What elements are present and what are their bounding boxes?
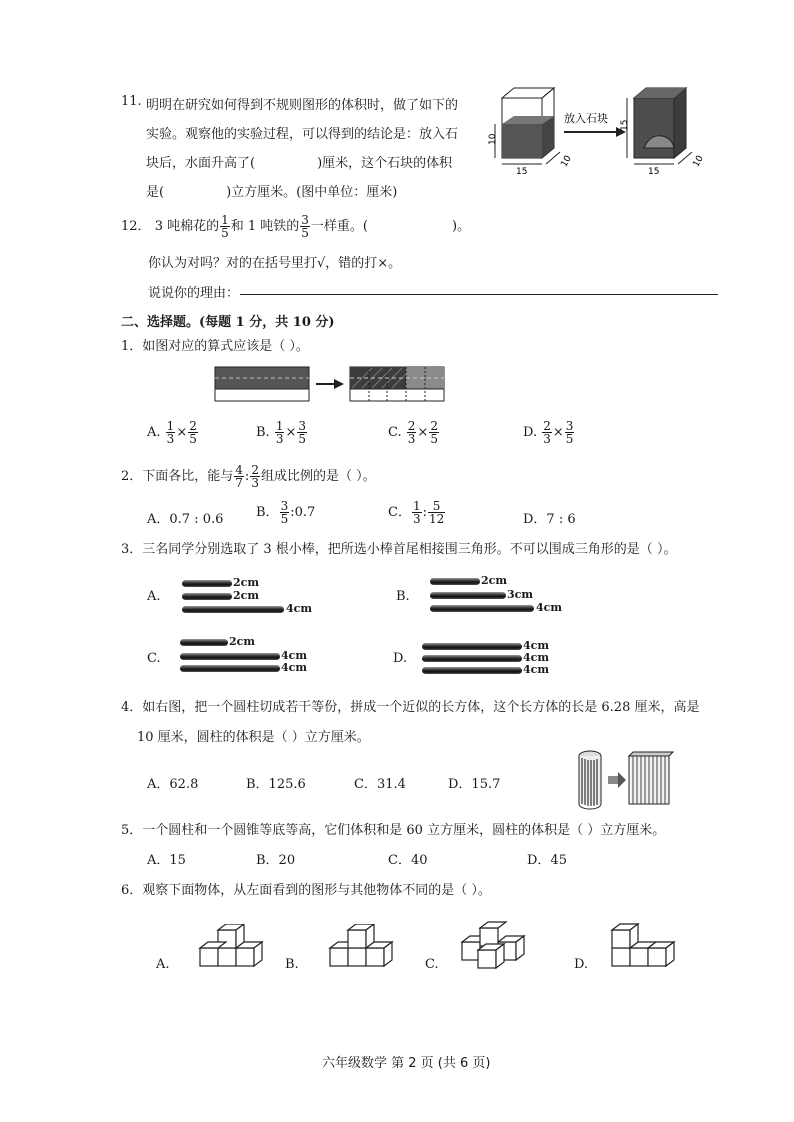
c1-option-d[interactable]: D. $\frac{2}{3}$ × $\frac{3}{5}$ [523,419,574,446]
q12-text-c: 一样重。( [310,219,368,234]
c3-d-rod-2-label: 4cm [523,651,549,664]
q12-number: 12． [121,219,151,234]
c4-option-b[interactable]: B．125.6 [246,777,306,792]
c3-option-a[interactable]: A. [147,589,161,604]
q11-fig-height2-label: 15 [620,119,630,131]
c6-option-a[interactable]: A. [156,957,170,972]
c3-d-rod-2 [422,655,522,662]
c5-option-d[interactable]: D．45 [527,853,567,868]
q11-fig-depth-label-left: 10 [559,154,574,169]
q12-fraction-2: $\frac{3}{5}$ [301,213,309,240]
c6-option-b[interactable]: B. [285,957,299,972]
c3-d-rod-3-label: 4cm [523,663,549,676]
c2-option-a[interactable]: A．0.7 : 0.6 [147,512,224,527]
c3-a-rod-3 [182,606,284,613]
q12-reason-label: 说说你的理由： [148,286,240,301]
c3-b-rod-1-label: 2cm [481,574,507,587]
c4-option-c[interactable]: C．31.4 [354,777,406,792]
c1-option-c[interactable]: C. $\frac{2}{3}$ × $\frac{2}{5}$ [388,419,438,446]
q12-instruction: 你认为对吗？对的在括号里打√，错的打×。 [148,256,402,271]
c3-c-rod-3-label: 4cm [281,661,307,674]
q11-line4 [146,181,397,200]
c3-option-d[interactable]: D. [393,651,408,666]
c3-b-rod-3-label: 4cm [536,601,562,614]
q11-fig-width-label-left: 15 [516,167,528,177]
c3-c-rod-1-label: 2cm [229,635,255,648]
c1-stem: 1．如图对应的算式应该是（ ）。 [121,339,309,354]
c3-d-rod-1-label: 4cm [523,639,549,652]
q11-fig-arrow-label: 放入石块 [564,112,608,125]
q12-fraction-1: $\frac{1}{5}$ [221,213,229,240]
c3-a-rod-2 [182,593,232,600]
c3-b-rod-1 [430,578,480,585]
section-title: 二、选择题。(每题 1 分，共 10 分) [121,315,335,330]
c5-stem: 5．一个圆柱和一个圆锥等底等高，它们体积和是 60 立方厘米，圆柱的体积是（ ）立方厘米。 [121,823,666,838]
q12-text-b: 和 1 吨铁的 [230,219,300,234]
q11-line4-start: 是( [146,185,165,200]
page-footer: 六年级数学 第 2 页 (共 6 页) [322,1056,491,1071]
q11-line4-end: )立方厘米。(图中单位：厘米) [226,185,398,200]
q11-fig-height1-label: 10 [488,133,498,145]
c2-option-c[interactable]: C． $\frac{1}{3}$ : $\frac{5}{12}$ [388,499,445,526]
c3-b-rod-3 [430,605,534,612]
c6-a-cubes [196,924,272,972]
c4-line2: 10 厘米，圆柱的体积是（ ）立方厘米。 [137,730,370,745]
c6-stem: 6．观察下面物体，从左面看到的图形与其他物体不同的是（ ）。 [121,883,491,898]
q12-text-d: )。 [452,219,471,234]
c3-stem: 3．三名同学分别选取了 3 根小棒，把所选小棒首尾相接围三角形。不可以围成三角形的是（ ）。 [121,542,677,557]
c6-b-cubes [326,924,402,972]
q11-fig-width-label-right: 15 [648,167,660,177]
c2-stem: 2．下面各比，能与 $\frac{4}{7}$ : $\frac{2}{3}$ 组成比例的是（ ）。 [121,463,376,490]
c4-option-d[interactable]: D．15.7 [448,777,501,792]
c4-option-a[interactable]: A．62.8 [147,777,199,792]
q12-text-a: 3 吨棉花的 [154,219,220,234]
q12-reason-line[interactable] [240,294,718,295]
q11-line3-end: )厘米，这个石块的体积 [317,156,453,171]
c2-option-d[interactable]: D．7 : 6 [523,512,576,527]
c5-option-c[interactable]: C．40 [388,853,428,868]
c4-line1: 4．如右图，把一个圆柱切成若干等份，拼成一个近似的长方体，这个长方体的长是 6.28 厘米，高是 [121,700,700,715]
c3-c-rod-2 [180,653,280,660]
c6-option-c[interactable]: C. [425,957,439,972]
q11-line3 [146,152,452,171]
c1-fraction-diagram [212,364,448,404]
c4-cylinder-to-cuboid-figure [576,748,676,810]
c3-a-rod-1 [182,580,232,587]
c1-option-b[interactable]: B. $\frac{1}{3}$ × $\frac{3}{5}$ [256,419,307,446]
c3-d-rod-1 [422,643,522,650]
c6-option-d[interactable]: D. [574,957,589,972]
c3-a-rod-2-label: 2cm [233,589,259,602]
c3-b-rod-2 [430,592,506,599]
q11-line3-start: 块后，水面升高了( [146,156,256,171]
q12-line1 [121,214,470,239]
q11-line2: 实验。观察他的实验过程，可以得到的结论是：放入石 [146,127,459,142]
c3-a-rod-3-label: 4cm [286,602,312,615]
q11-number: 11. [121,94,142,109]
q11-line1: 明明在研究如何得到不规则图形的体积时，做了如下的 [146,98,459,113]
c1-option-a[interactable]: A. $\frac{1}{3}$ × $\frac{2}{5}$ [147,419,197,446]
c3-option-c[interactable]: C. [147,651,161,666]
c3-c-rod-2-label: 4cm [281,649,307,662]
c6-c-cubes [458,918,538,972]
q11-water-tank-figure [484,86,724,178]
c3-d-rod-3 [422,667,522,674]
c2-option-b[interactable]: B． $\frac{3}{5}$ :0.7 [256,499,316,526]
c5-option-a[interactable]: A．15 [147,853,186,868]
c3-c-rod-1 [180,639,228,646]
c3-option-b[interactable]: B. [396,589,410,604]
q11-fig-depth-label-right: 10 [691,154,706,169]
c3-c-rod-3 [180,665,280,672]
c6-d-cubes [608,922,680,972]
c5-option-b[interactable]: B．20 [256,853,296,868]
c3-a-rod-1-label: 2cm [233,576,259,589]
c3-b-rod-2-label: 3cm [507,588,533,601]
